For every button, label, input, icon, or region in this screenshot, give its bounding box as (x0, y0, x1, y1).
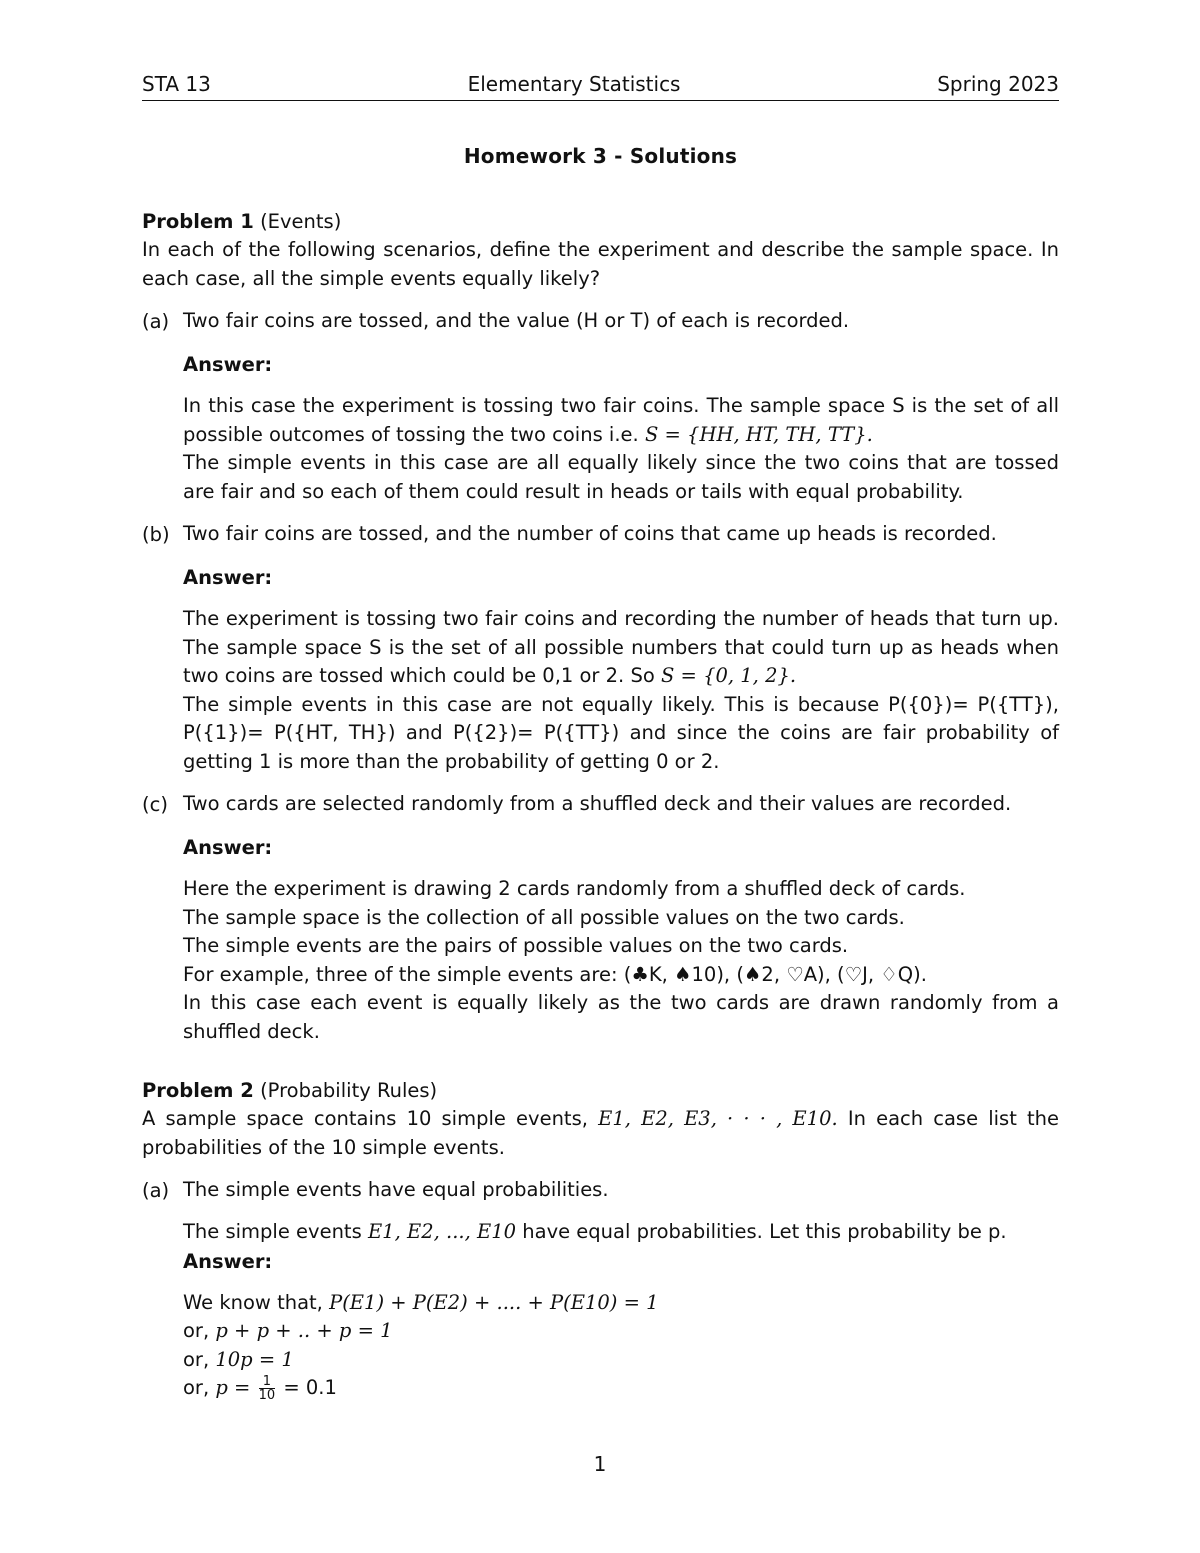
events-math: E1, E2, ..., E10 (367, 1220, 517, 1243)
step-prefix: or, (183, 1376, 210, 1399)
derivation-step (183, 1346, 1059, 1375)
answer-text (183, 392, 1059, 449)
fraction-numerator: 1 (259, 1375, 276, 1389)
answer-text: The simple events in this case are not equally likely. This is because P({0})= P({TT}), P({1})= P({HT, TH}) and P({2})= P({TT}) and since the coins are fair probability of getting 1 is more than the probability of getting 0 or 2. (183, 692, 1059, 773)
problem-1 (142, 207, 1059, 1046)
problem-1-part-a (142, 307, 1059, 336)
part-label: (c) (142, 793, 168, 816)
problem-1-part-a-answer (183, 350, 1059, 506)
intro-text: In each case list the probabilities of the 10 simple events. (142, 1107, 1060, 1159)
setup-text (183, 1218, 1059, 1247)
step-math: p + p + .. + p = 1 (215, 1319, 393, 1342)
problem-1-part-b (142, 520, 1059, 549)
answer-label: Answer: (183, 836, 273, 859)
problem-2-part-a-answer (183, 1218, 1059, 1403)
course-term: Spring 2023 (937, 72, 1059, 96)
problem-1-heading (142, 207, 1059, 236)
step-prefix: We know that, (183, 1290, 323, 1314)
setup-sentence: have equal probabilities. Let this probability be p. (522, 1220, 1007, 1243)
answer-label: Answer: (183, 1249, 273, 1273)
problem-1-part-c (142, 790, 1059, 819)
problem-2-heading (142, 1076, 1059, 1105)
problem-2-intro (142, 1105, 1059, 1162)
part-question: Two fair coins are tossed, and the number of coins that came up heads is recorded. (183, 522, 997, 545)
fraction-denominator: 10 (258, 1388, 276, 1403)
answer-sentence: The experiment is tossing two fair coins and recording the number of heads that turn up. The sample space S is the set of all possible numbers that could turn up as heads when two coins are tossed which could be 0,1 or 2. So (183, 607, 1059, 687)
problem-1-intro: In each of the following scenarios, define the experiment and describe the sample space. In each case, all the simple events equally likely? (142, 238, 1059, 290)
answer-text (183, 961, 1059, 990)
part-question: Two fair coins are tossed, and the value (H or T) of each is recorded. (183, 309, 850, 332)
derivation-step (183, 1289, 1059, 1318)
setup-sentence: The simple events (183, 1220, 362, 1243)
part-label: (b) (142, 523, 170, 546)
step-math-rhs: = 0.1 (283, 1376, 337, 1399)
course-subject: Elementary Statistics (467, 72, 681, 96)
running-header (142, 68, 1059, 101)
answer-text: The sample space is the collection of all possible values on the two cards. (183, 905, 905, 929)
page-number: 1 (593, 1452, 607, 1476)
derivation-step (183, 1374, 1059, 1403)
derivation-step (183, 1317, 1059, 1346)
answer-text (183, 605, 1059, 691)
problem-1-part-b-answer (183, 563, 1059, 776)
events-math: E1, E2, E3, · · · , E10. (598, 1107, 838, 1130)
answer-text: The simple events are the pairs of possible values on the two cards. (183, 934, 849, 957)
step-math: 10p = 1 (215, 1347, 294, 1371)
problem-1-label: Problem 1 (142, 210, 254, 233)
problem-1-part-c-answer (183, 833, 1059, 1046)
problem-2-part-a (142, 1176, 1059, 1205)
answer-sentence: For example, three of the simple events are: (183, 962, 618, 986)
answer-label: Answer: (183, 353, 273, 376)
course-code: STA 13 (142, 72, 211, 96)
step-math-lhs: p = (215, 1376, 251, 1399)
step-prefix: or, (183, 1347, 210, 1371)
problem-2 (142, 1076, 1059, 1403)
step-math: P(E1) + P(E2) + .... + P(E10) = 1 (329, 1290, 659, 1314)
part-label: (a) (142, 1179, 170, 1202)
fraction (259, 1375, 276, 1402)
part-label: (a) (142, 310, 170, 333)
part-question: Two cards are selected randomly from a shuffled deck and their values are recorded. (183, 792, 1012, 815)
intro-text: A sample space contains 10 simple events, (142, 1107, 588, 1130)
sample-space-math: S = {HH, HT, TH, TT}. (644, 422, 873, 446)
document-title: Homework 3 - Solutions (463, 144, 738, 168)
problem-2-topic: (Probability Rules) (260, 1079, 438, 1102)
answer-text: The simple events in this case are all equally likely since the two coins that are tossed are fair and so each of them could result in heads or tails with equal probability. (183, 451, 1059, 503)
problem-1-topic: (Events) (260, 210, 342, 233)
card-pairs-math: (♣K, ♠10), (♠2, ♡A), (♡J, ♢Q). (623, 962, 927, 986)
answer-label: Answer: (183, 566, 273, 589)
answer-text: In this case each event is equally likely as the two cards are drawn randomly from a shuffled deck. (183, 991, 1059, 1043)
answer-sentence: In this case the experiment is tossing two fair coins. The sample space S is the set of all possible outcomes of tossing the two coins i.e. (183, 394, 1059, 446)
problem-2-label: Problem 2 (142, 1079, 254, 1102)
main-content (142, 144, 1059, 1403)
part-question: The simple events have equal probabilities. (183, 1178, 609, 1201)
sample-space-math: S = {0, 1, 2}. (660, 664, 797, 687)
answer-text: Here the experiment is drawing 2 cards randomly from a shuffled deck of cards. (183, 877, 966, 900)
step-prefix: or, (183, 1319, 210, 1342)
